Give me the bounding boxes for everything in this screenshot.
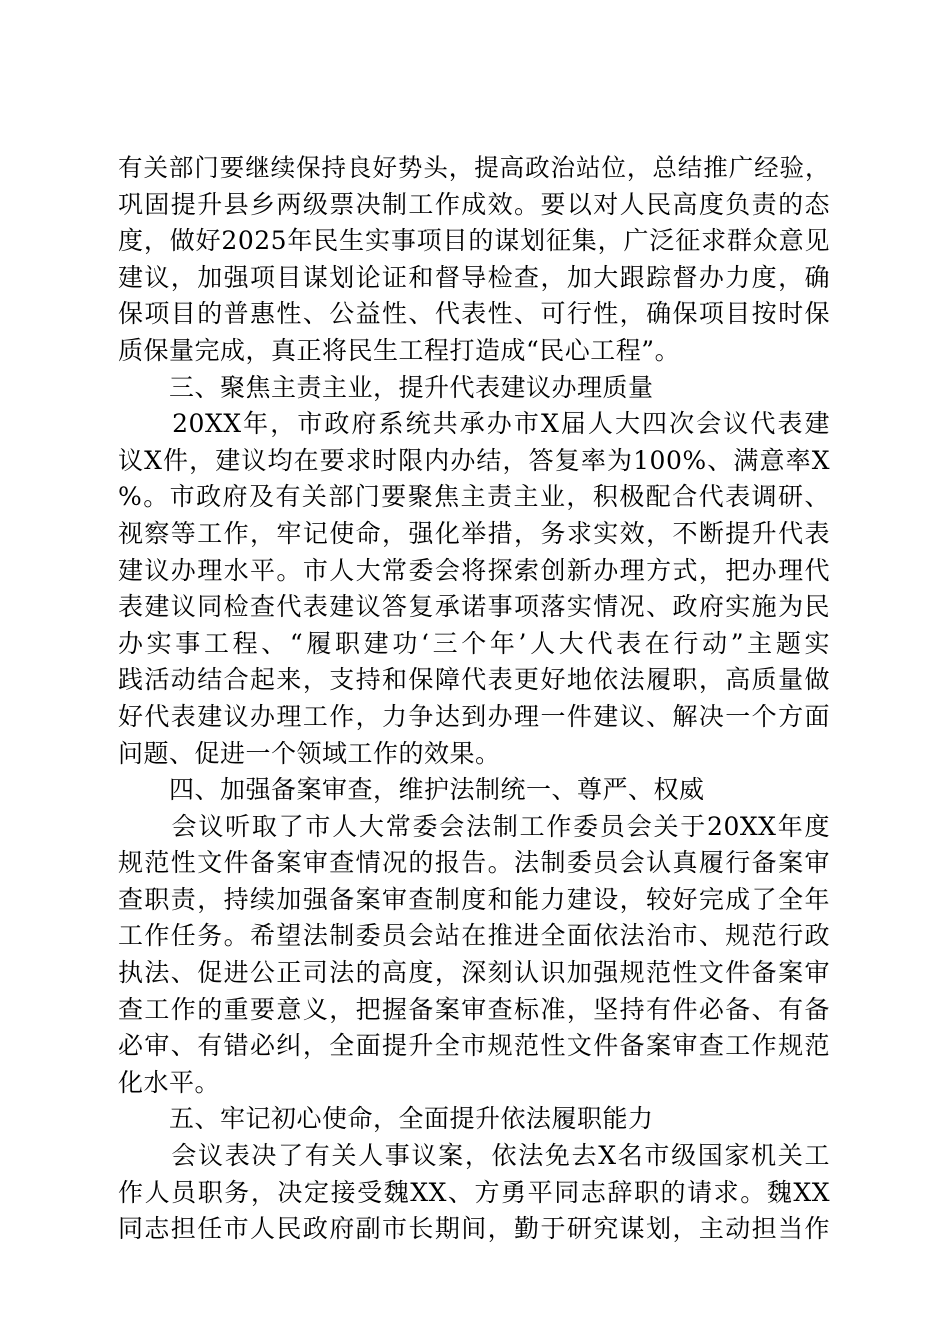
paragraph-line: 问题、促进一个领域工作的效果。: [118, 738, 501, 768]
paragraph-line: 执法、促进公正司法的高度，深刻认识加强规范性文件备案审: [118, 958, 830, 988]
paragraph-line: 好代表建议办理工作，力争达到办理一件建议、解决一个方面: [118, 701, 830, 731]
paragraph-line: 查工作的重要意义，把握备案审查标准，坚持有件必备、有备: [118, 994, 830, 1024]
section-heading: 五、牢记初心使命，全面提升依法履职能力: [118, 1104, 654, 1134]
paragraph-line: 会议听取了市人大常委会法制工作委员会关于20XX年度: [118, 811, 830, 841]
paragraph-line: 必审、有错必纠，全面提升全市规范性文件备案审查工作规范: [118, 1031, 830, 1061]
paragraph-line: 质保量完成，真正将民生工程打造成“民心工程”。: [118, 335, 681, 365]
paragraph-line: 议X件，建议均在要求时限内办结，答复率为100%、满意率X: [118, 445, 830, 475]
paragraph-line: 办实事工程、“履职建功‘三个年’人大代表在行动”主题实: [118, 628, 830, 658]
paragraph-line: 工作任务。希望法制委员会站在推进全面依法治市、规范行政: [118, 921, 830, 951]
paragraph-line: 会议表决了有关人事议案，依法免去X名市级国家机关工: [118, 1141, 830, 1171]
paragraph-line: 巩固提升县乡两级票决制工作成效。要以对人民高度负责的态: [118, 189, 830, 219]
paragraph-line: 视察等工作，牢记使命，强化举措，务求实效，不断提升代表: [118, 518, 830, 548]
paragraph-line: 建议，加强项目谋划论证和督导检查，加大跟踪督办力度，确: [118, 262, 830, 292]
paragraph-line: 同志担任市人民政府副市长期间，勤于研究谋划，主动担当作: [118, 1214, 830, 1244]
document-body: [118, 150, 830, 1248]
paragraph-line: %。市政府及有关部门要聚焦主责主业，积极配合代表调研、: [118, 482, 830, 512]
paragraph-line: 作人员职务，决定接受魏XX、方勇平同志辞职的请求。魏XX: [118, 1177, 830, 1207]
paragraph-line: 践活动结合起来，支持和保障代表更好地依法履职，高质量做: [118, 665, 830, 695]
paragraph-line: 查职责，持续加强备案审查制度和能力建设，较好完成了全年: [118, 884, 830, 914]
paragraph-line: 表建议同检查代表建议答复承诺事项落实情况、政府实施为民: [118, 592, 830, 622]
paragraph-line: 度，做好2025年民生实事项目的谋划征集，广泛征求群众意见: [118, 226, 830, 256]
paragraph-line: 保项目的普惠性、公益性、代表性、可行性，确保项目按时保: [118, 299, 830, 329]
section-heading: 四、加强备案审查，维护法制统一、尊严、权威: [118, 775, 705, 805]
paragraph-line: 有关部门要继续保持良好势头，提高政治站位，总结推广经验，: [118, 153, 830, 182]
paragraph-line: 规范性文件备案审查情况的报告。法制委员会认真履行备案审: [118, 848, 830, 878]
paragraph-line: 化水平。: [118, 1067, 221, 1097]
paragraph-line: 20XX年，市政府系统共承办市X届人大四次会议代表建: [118, 409, 830, 439]
section-heading: 三、聚焦主责主业，提升代表建议办理质量: [118, 372, 654, 402]
paragraph-line: 建议办理水平。市人大常委会将探索创新办理方式，把办理代: [118, 555, 830, 585]
